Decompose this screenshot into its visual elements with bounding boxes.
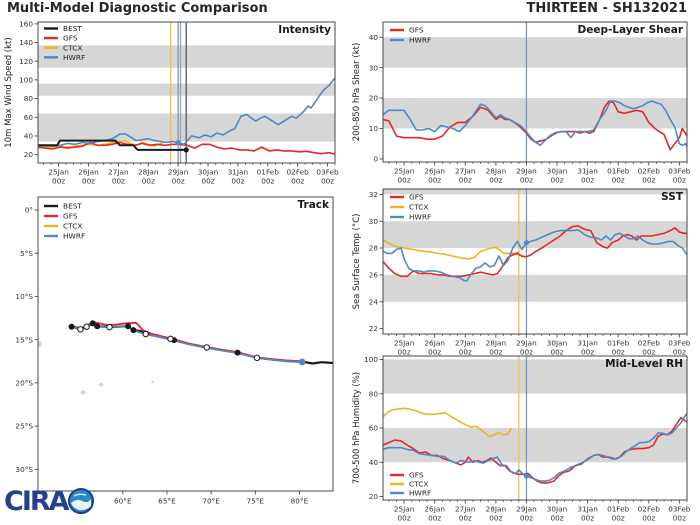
shear-panel	[352, 22, 691, 185]
svg-text:01Feb: 01Feb	[256, 167, 279, 177]
svg-text:28Jan: 28Jan	[485, 338, 507, 348]
track-legend-label-ctcx: CTCX	[63, 221, 83, 231]
svg-text:26: 26	[368, 270, 378, 280]
svg-text:25°S: 25°S	[15, 421, 33, 431]
best-track-fix-open	[84, 324, 89, 329]
svg-text:30Jan: 30Jan	[546, 166, 568, 176]
svg-text:02Feb: 02Feb	[286, 167, 309, 177]
island-shape	[151, 381, 154, 383]
rh-legend-label-gfs: GFS	[409, 470, 424, 480]
svg-text:20: 20	[368, 492, 378, 502]
svg-text:27Jan: 27Jan	[108, 167, 129, 177]
svg-text:00z: 00z	[581, 347, 595, 357]
svg-text:40: 40	[23, 131, 33, 141]
svg-text:01Feb: 01Feb	[607, 504, 630, 514]
svg-text:00z: 00z	[428, 175, 442, 185]
svg-text:00z: 00z	[519, 347, 533, 357]
svg-text:0°: 0°	[24, 205, 33, 215]
shear-legend-label-hwrf: HWRF	[409, 35, 432, 45]
shear-y-axis-label: 200-850 hPa Shear (kt)	[352, 42, 362, 142]
svg-text:80: 80	[23, 94, 33, 104]
svg-text:31Jan: 31Jan	[577, 166, 598, 176]
svg-text:29Jan: 29Jan	[167, 167, 189, 177]
svg-text:15°S: 15°S	[15, 335, 33, 345]
svg-text:70°E: 70°E	[202, 496, 220, 506]
sst-legend-label-ctcx: CTCX	[409, 202, 429, 212]
best-track-fix-open	[107, 324, 112, 329]
svg-text:00z: 00z	[581, 513, 595, 523]
svg-text:03Feb: 03Feb	[668, 338, 691, 348]
svg-text:22: 22	[368, 324, 378, 334]
svg-text:75°E: 75°E	[246, 496, 265, 506]
svg-text:24: 24	[368, 297, 378, 307]
svg-text:00z: 00z	[519, 175, 533, 185]
svg-text:28: 28	[368, 243, 378, 253]
svg-text:25Jan: 25Jan	[393, 338, 415, 348]
track-legend-label-gfs: GFS	[63, 211, 78, 221]
track-panel	[15, 197, 333, 506]
svg-text:00z: 00z	[261, 176, 275, 186]
best-track-fix-open	[168, 336, 173, 341]
rh-title: Mid-Level RH	[605, 358, 683, 370]
svg-text:60: 60	[368, 423, 378, 433]
cira-logo-text: CIRA	[4, 485, 68, 517]
svg-text:00z: 00z	[642, 175, 656, 185]
svg-text:00z: 00z	[52, 176, 66, 186]
svg-text:30: 30	[368, 63, 378, 73]
svg-text:29Jan: 29Jan	[516, 338, 537, 348]
shear-title: Deep-Layer Shear	[577, 24, 683, 36]
svg-text:40: 40	[368, 32, 378, 42]
shear-legend-label-gfs: GFS	[409, 25, 424, 35]
island-shape	[81, 390, 86, 394]
svg-text:03Feb: 03Feb	[668, 504, 691, 514]
svg-text:00z: 00z	[397, 513, 411, 523]
svg-text:00z: 00z	[428, 347, 442, 357]
svg-text:00z: 00z	[672, 175, 686, 185]
svg-text:02Feb: 02Feb	[637, 166, 660, 176]
svg-text:00z: 00z	[642, 513, 656, 523]
intensity-legend	[44, 24, 85, 62]
sst-shaded-band	[383, 189, 687, 194]
svg-text:80°E: 80°E	[290, 496, 309, 506]
best-track-fix-filled	[130, 327, 136, 333]
best-track-fix-open	[143, 331, 148, 336]
svg-text:27Jan: 27Jan	[454, 166, 476, 176]
svg-text:60°E: 60°E	[114, 496, 132, 506]
track-legend	[44, 202, 85, 241]
svg-text:40: 40	[368, 457, 378, 467]
sst-legend	[390, 193, 431, 222]
svg-text:02Feb: 02Feb	[637, 338, 660, 348]
svg-text:03Feb: 03Feb	[668, 166, 691, 176]
svg-text:140: 140	[19, 38, 33, 48]
rh-shaded-band	[383, 428, 687, 462]
intensity-marker-dot	[176, 140, 181, 145]
svg-text:27Jan: 27Jan	[454, 504, 476, 514]
svg-text:00z: 00z	[458, 175, 472, 185]
sst-title: SST	[661, 191, 683, 203]
svg-text:5°S: 5°S	[20, 248, 33, 258]
page-title: Multi-Model Diagnostic Comparison	[7, 1, 268, 16]
svg-text:25Jan: 25Jan	[48, 167, 69, 177]
svg-text:31Jan: 31Jan	[227, 167, 249, 177]
svg-text:30°S: 30°S	[15, 464, 33, 474]
sst-y-axis-label: Sea Surface Temp (°C)	[352, 213, 362, 310]
track-axis-labels	[15, 206, 308, 506]
svg-text:65°E: 65°E	[158, 496, 176, 506]
svg-text:100: 100	[364, 355, 378, 365]
svg-text:00z: 00z	[672, 513, 686, 523]
svg-text:00z: 00z	[550, 347, 564, 357]
svg-text:20°S: 20°S	[15, 378, 33, 388]
intensity-panel	[4, 19, 339, 185]
svg-text:10°S: 10°S	[15, 292, 33, 302]
globe-icon	[66, 486, 96, 516]
svg-text:00z: 00z	[550, 513, 564, 523]
svg-text:26Jan: 26Jan	[78, 167, 99, 177]
intensity-plot-area	[38, 22, 335, 163]
svg-text:00z: 00z	[489, 513, 503, 523]
svg-text:25Jan: 25Jan	[393, 166, 415, 176]
svg-text:30Jan: 30Jan	[546, 338, 568, 348]
svg-text:00z: 00z	[397, 175, 411, 185]
rh-plot-area	[383, 356, 687, 500]
svg-text:01Feb: 01Feb	[607, 166, 630, 176]
svg-text:00z: 00z	[519, 513, 533, 523]
sst-marker-dot	[524, 240, 529, 245]
svg-text:27Jan: 27Jan	[454, 338, 476, 348]
svg-text:00z: 00z	[458, 347, 472, 357]
svg-text:0: 0	[373, 154, 378, 164]
svg-text:30: 30	[368, 216, 378, 226]
best-track-fix-filled	[69, 324, 75, 330]
svg-text:31Jan: 31Jan	[577, 338, 598, 348]
svg-text:29Jan: 29Jan	[516, 166, 537, 176]
svg-text:02Feb: 02Feb	[637, 504, 660, 514]
island-shape	[38, 341, 42, 347]
intensity-y-axis-label: 10m Max Wind Speed (kt)	[4, 37, 14, 148]
svg-text:25Jan: 25Jan	[393, 504, 415, 514]
track-hwrf-line	[72, 324, 302, 362]
svg-text:00z: 00z	[171, 176, 185, 186]
svg-text:00z: 00z	[291, 176, 305, 186]
svg-text:00z: 00z	[489, 347, 503, 357]
svg-text:00z: 00z	[550, 175, 564, 185]
svg-text:20: 20	[368, 93, 378, 103]
track-legend-label-hwrf: HWRF	[63, 231, 86, 241]
svg-text:26Jan: 26Jan	[424, 504, 445, 514]
svg-text:20: 20	[23, 150, 33, 160]
track-title: Track	[297, 199, 329, 211]
svg-text:28Jan: 28Jan	[137, 167, 159, 177]
intensity-legend-label-best: BEST	[63, 24, 82, 34]
intensity-legend-label-ctcx: CTCX	[63, 43, 83, 53]
svg-text:00z: 00z	[611, 175, 625, 185]
svg-text:00z: 00z	[458, 513, 472, 523]
svg-text:10: 10	[368, 124, 378, 134]
svg-text:160: 160	[19, 19, 33, 29]
sst-legend-label-hwrf: HWRF	[409, 212, 432, 222]
svg-text:00z: 00z	[428, 513, 442, 523]
svg-text:00z: 00z	[642, 347, 656, 357]
svg-text:120: 120	[19, 56, 33, 66]
sst-plot-area	[383, 189, 687, 334]
shear-shaded-band	[383, 98, 687, 128]
svg-text:00z: 00z	[672, 347, 686, 357]
intensity-legend-label-gfs: GFS	[63, 33, 78, 43]
svg-text:00z: 00z	[489, 175, 503, 185]
best-track-fix-open	[78, 327, 83, 332]
sst-legend-label-gfs: GFS	[409, 192, 424, 202]
svg-text:00z: 00z	[611, 347, 625, 357]
svg-text:80: 80	[368, 389, 378, 399]
rh-panel	[352, 355, 691, 522]
best-track-fix-filled	[94, 323, 100, 329]
island-shape	[99, 383, 103, 387]
svg-text:100: 100	[19, 75, 33, 85]
svg-text:28Jan: 28Jan	[485, 504, 507, 514]
rh-marker-dot	[524, 473, 529, 478]
svg-text:29Jan: 29Jan	[516, 504, 537, 514]
rh-y-axis-label: 700-500 hPa Humidity (%)	[352, 371, 362, 485]
svg-text:30Jan: 30Jan	[546, 504, 568, 514]
intensity-marker-dot	[184, 147, 189, 152]
intensity-title: Intensity	[278, 24, 331, 36]
svg-text:00z: 00z	[81, 176, 96, 186]
current-position-marker	[299, 359, 306, 366]
intensity-legend-label-hwrf: HWRF	[63, 52, 86, 62]
svg-text:30Jan: 30Jan	[197, 167, 219, 177]
svg-text:00z: 00z	[141, 176, 155, 186]
svg-text:00z: 00z	[397, 347, 411, 357]
svg-text:00z: 00z	[320, 176, 335, 186]
sst-panel	[352, 189, 691, 357]
sst-shaded-band	[383, 275, 687, 302]
svg-text:00z: 00z	[611, 513, 625, 523]
sst-shaded-band	[383, 221, 687, 248]
sst-frame	[383, 189, 687, 334]
rh-legend-label-hwrf: HWRF	[409, 488, 432, 498]
svg-text:00z: 00z	[231, 176, 245, 186]
svg-text:00z: 00z	[111, 176, 125, 186]
svg-text:00z: 00z	[201, 176, 215, 186]
rh-legend	[390, 471, 431, 498]
rh-legend-label-ctcx: CTCX	[409, 479, 429, 489]
svg-text:26Jan: 26Jan	[424, 166, 445, 176]
best-track-fix-open	[204, 345, 209, 350]
best-track-fix-filled	[235, 350, 241, 356]
svg-text:31Jan: 31Jan	[577, 504, 598, 514]
svg-text:28Jan: 28Jan	[485, 166, 507, 176]
svg-text:60: 60	[23, 112, 33, 122]
svg-text:32: 32	[368, 189, 378, 199]
best-track-fix-filled	[125, 323, 131, 329]
storm-title: THIRTEEN - SH132021	[526, 1, 687, 16]
svg-text:03Feb: 03Feb	[316, 167, 339, 177]
track-legend-label-best: BEST	[63, 201, 82, 211]
track-plot-area	[38, 320, 333, 394]
svg-text:26Jan: 26Jan	[424, 338, 445, 348]
best-track-fix-open	[254, 355, 259, 360]
svg-text:00z: 00z	[581, 175, 595, 185]
svg-text:01Feb: 01Feb	[607, 338, 630, 348]
cira-logo	[4, 486, 96, 516]
